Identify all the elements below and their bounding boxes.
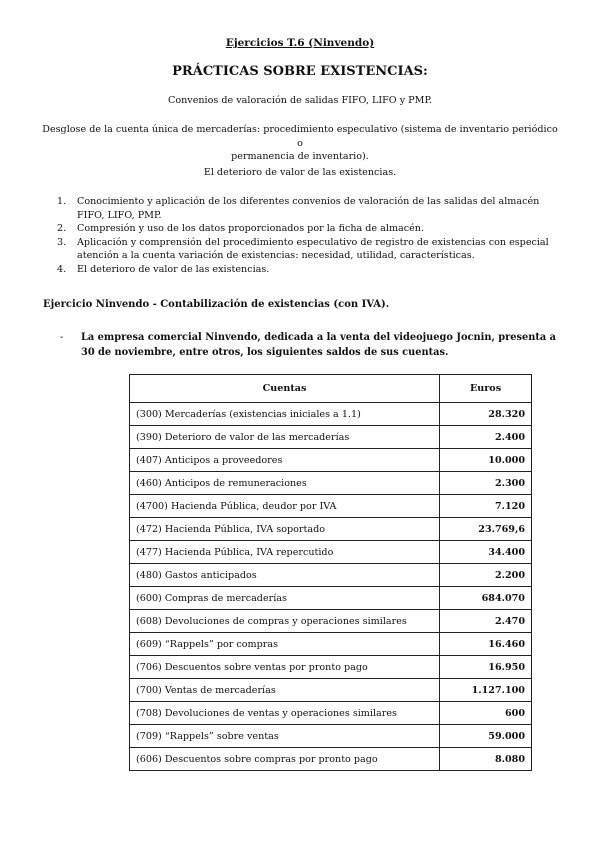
table-row [130,449,532,472]
list-text: Conocimiento y aplicación de los diferentes convenios de valoración de las salidas del almacén FIFO, LIFO, PMP. [77,196,540,221]
account-name: (606) Descuentos sobre compras por pronto pago [130,748,440,771]
account-amount: 2.300 [440,472,532,495]
table-row [130,518,532,541]
table-row [130,748,532,771]
list-item [57,236,557,263]
account-amount: 16.460 [440,633,532,656]
account-name: (4700) Hacienda Pública, deudor por IVA [130,495,440,518]
table-header-row [130,375,532,403]
account-name: (390) Deterioro de valor de las mercaderías [130,426,440,449]
document-heading: Ejercicios T.6 (Ninvendo) [225,37,375,49]
table-row [130,702,532,725]
account-name: (407) Anticipos a proveedores [130,449,440,472]
account-amount: 2.400 [440,426,532,449]
account-name: (708) Devoluciones de ventas y operaciones similares [130,702,440,725]
account-amount: 1.127.100 [440,679,532,702]
table-row [130,725,532,748]
topic-line-1: Convenios de valoración de salidas FIFO, LIFO y PMP. [167,95,433,106]
table-row [130,472,532,495]
table-row [130,495,532,518]
table-row [130,587,532,610]
account-name: (480) Gastos anticipados [130,564,440,587]
intro-text: La empresa comercial Ninvendo, dedicada a la venta del videojuego Jocnin, presenta a 30 de noviembre, entre otros, los siguientes saldos de sus cuentas. [81,332,557,358]
account-amount: 23.769,6 [440,518,532,541]
list-number: 1. [57,196,67,207]
list-text: Aplicación y comprensión del procedimiento especulativo de registro de existencias con especial atención a la cuenta variación de existencias: necesidad, utilidad, características. [77,236,549,262]
account-name: (472) Hacienda Pública, IVA soportado [130,518,440,541]
objectives-list [57,195,557,277]
account-amount: 8.080 [440,748,532,771]
account-amount: 10.000 [440,449,532,472]
account-amount: 600 [440,702,532,725]
account-amount: 28.320 [440,403,532,426]
account-name: (608) Devoluciones de compras y operaciones similares [130,610,440,633]
table-row [130,403,532,426]
table-row [130,679,532,702]
account-amount: 2.200 [440,564,532,587]
account-amount: 34.400 [440,541,532,564]
header-accounts: Cuentas [130,375,440,403]
table-row [130,656,532,679]
topic-line-3: El deterioro de valor de las existencias. [203,167,397,178]
topic-line-2-part-a: Desglose de la cuenta única de mercaderías: procedimiento especulativo (sistema de inventario periódico o [42,124,558,149]
account-name: (460) Anticipos de remuneraciones [130,472,440,495]
table-row [130,564,532,587]
table-row [130,541,532,564]
account-name: (709) “Rappels” sobre ventas [130,725,440,748]
account-name: (700) Ventas de mercaderías [130,679,440,702]
topic-line-2-part-b: permanencia de inventario). [231,151,369,162]
page-title: PRÁCTICAS SOBRE EXISTENCIAS: [172,64,428,79]
account-name: (609) “Rappels” por compras [130,633,440,656]
list-text: El deterioro de valor de las existencias. [77,263,270,275]
list-item [57,263,557,277]
list-number: 4. [57,263,67,275]
bullet-dash: - [60,332,64,343]
account-name: (300) Mercaderías (existencias iniciales a 1.1) [130,403,440,426]
account-name: (600) Compras de mercaderías [130,587,440,610]
accounts-table [129,374,532,771]
list-text: Compresión y uso de los datos proporcionados por la ficha de almacén. [77,223,425,235]
account-name: (706) Descuentos sobre ventas por pronto pago [130,656,440,679]
exercise-title: Ejercicio Ninvendo - Contabilización de existencias (con IVA). [43,299,390,310]
header-euros: Euros [440,375,532,403]
table-row [130,610,532,633]
exercise-intro [60,331,560,360]
account-name: (477) Hacienda Pública, IVA repercutido [130,541,440,564]
account-amount: 2.470 [440,610,532,633]
topic-line-2 [40,123,560,164]
account-amount: 16.950 [440,656,532,679]
account-amount: 684.070 [440,587,532,610]
list-number: 2. [57,223,67,235]
table-row [130,633,532,656]
account-amount: 7.120 [440,495,532,518]
list-item [57,195,557,222]
list-number: 3. [57,236,67,248]
list-item [57,222,557,236]
table-row [130,426,532,449]
account-amount: 59.000 [440,725,532,748]
